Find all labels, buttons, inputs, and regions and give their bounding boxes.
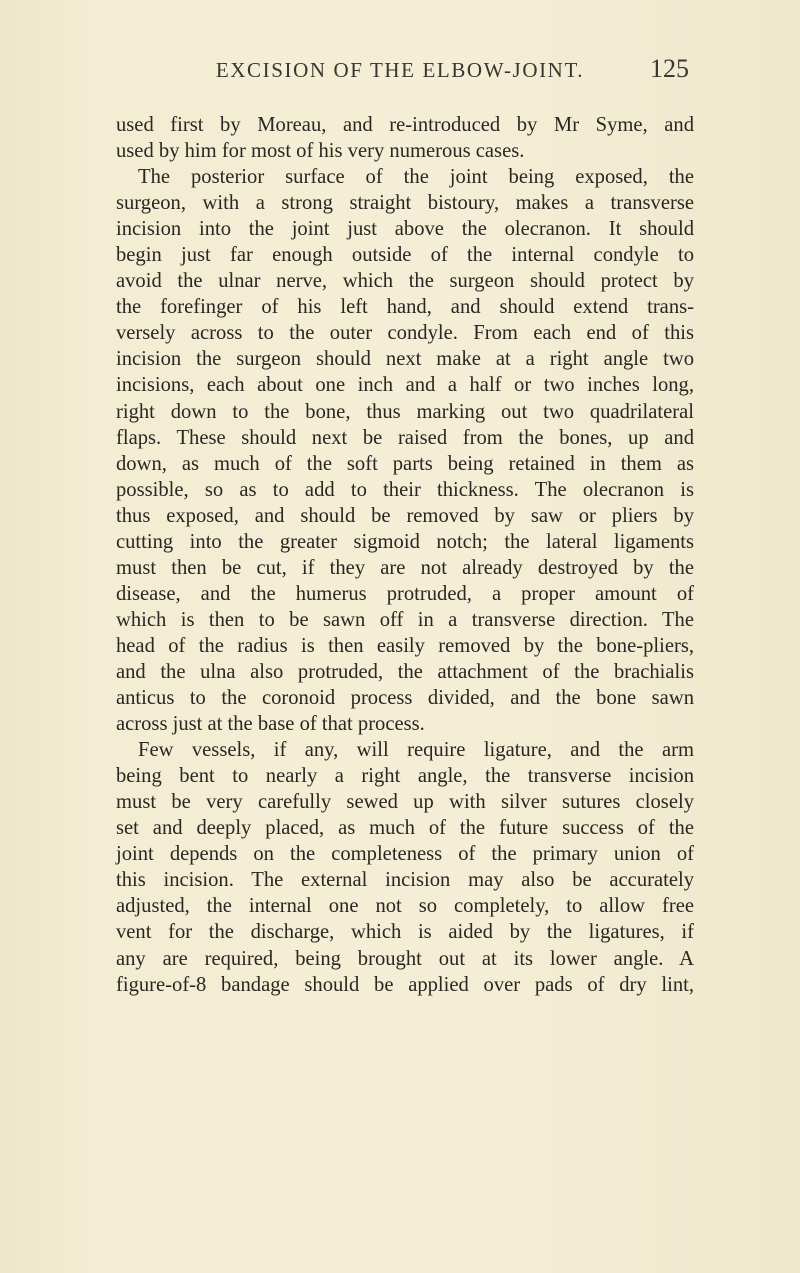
text-line: head of the radius is then easily removed by the bone-pliers,	[116, 634, 694, 657]
text-line: set and deeply placed, as much of the future success of the	[116, 817, 694, 840]
text-line: incisions, each about one inch and a half or two inches long,	[116, 374, 694, 397]
text-line: right down to the bone, thus marking out two quadrilateral	[116, 400, 694, 423]
text-line: avoid the ulnar nerve, which the surgeon should protect by	[116, 270, 694, 293]
text-line: this incision. The external incision may also be accurately	[116, 869, 694, 892]
text-line: and the ulna also protruded, the attachment of the brachialis	[116, 660, 694, 683]
text-line: must be very carefully sewed up with silver sutures closely	[116, 791, 694, 814]
text-line: flaps. These should next be raised from the bones, up and	[116, 426, 694, 449]
text-line: adjusted, the internal one not so completely, to allow free	[116, 895, 694, 918]
text-line: cutting into the greater sigmoid notch; the lateral ligaments	[116, 530, 694, 553]
text-line: incision into the joint just above the olecranon. It should	[116, 218, 694, 241]
text-line: the forefinger of his left hand, and should extend trans-	[116, 296, 694, 319]
text-line: across just at the base of that process.	[116, 713, 425, 736]
page-number: 125	[650, 54, 689, 83]
text-line: disease, and the humerus protruded, a proper amount of	[116, 582, 694, 605]
text-line: figure-of-8 bandage should be applied over pads of dry lint,	[116, 973, 694, 996]
text-line: Few vessels, if any, will require ligature, and the arm	[138, 739, 694, 762]
text-line: which is then to be sawn off in a transverse direction. The	[116, 608, 694, 631]
text-line: vent for the discharge, which is aided by the ligatures, if	[116, 921, 694, 944]
running-head: EXCISION OF THE ELBOW-JOINT.	[215, 58, 585, 82]
text-line: The posterior surface of the joint being exposed, the	[138, 166, 694, 189]
text-line: anticus to the coronoid process divided, and the bone sawn	[116, 687, 694, 710]
text-line: joint depends on the completeness of the primary union of	[116, 843, 694, 866]
text-line: begin just far enough outside of the internal condyle to	[116, 244, 694, 267]
text-line: any are required, being brought out at its lower angle. A	[116, 947, 694, 970]
body-text	[116, 112, 694, 998]
text-line: used first by Moreau, and re-introduced by Mr Syme, and	[116, 114, 694, 136]
text-line: down, as much of the soft parts being retained in them as	[116, 452, 694, 475]
text-line: used by him for most of his very numerous cases.	[116, 140, 525, 163]
text-line: surgeon, with a strong straight bistoury, makes a transverse	[116, 192, 694, 215]
text-line: incision the surgeon should next make at a right angle two	[116, 348, 694, 371]
text-line: possible, so as to add to their thickness. The olecranon is	[116, 478, 694, 501]
text-line: thus exposed, and should be removed by saw or pliers by	[116, 504, 694, 527]
text-line: being bent to nearly a right angle, the transverse incision	[116, 765, 694, 788]
text-line: versely across to the outer condyle. From each end of this	[116, 322, 694, 345]
text-line: must then be cut, if they are not already destroyed by the	[116, 556, 694, 579]
